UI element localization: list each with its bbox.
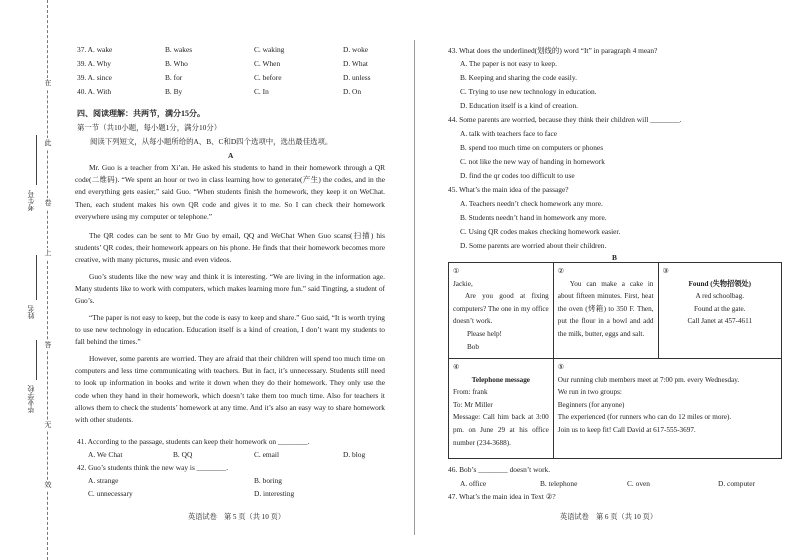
- field-line: [36, 135, 37, 185]
- option: C. before: [254, 73, 282, 82]
- option: 37. A. wake: [77, 45, 113, 54]
- option: D. computer: [718, 479, 755, 488]
- box-line: We run in two groups:: [557, 388, 622, 397]
- notice-box-5: [553, 359, 781, 459]
- option: D. On: [343, 87, 362, 96]
- option: B. By: [165, 87, 183, 96]
- option: B. Who: [165, 59, 188, 68]
- box-line: Jackie,: [453, 279, 473, 288]
- option: B. telephone: [540, 479, 578, 488]
- option: C. unnecessary: [88, 489, 133, 498]
- box-line: A red schoolbag.: [695, 292, 745, 301]
- question-45: 45. What’s the main idea of the passage?: [448, 185, 569, 194]
- page-footer: 英语试卷 第 5 页（共 10 页）: [188, 513, 286, 521]
- option: C. Using QR codes makes checking homework easier.: [460, 227, 621, 236]
- box-line: Our running club members meet at 7:00 pm. every Wednesday.: [557, 375, 740, 384]
- instruction: 阅读下列短文，从每小题所给的A、B、C和D四个选项中，选出最佳选项。: [90, 137, 333, 146]
- box-line: Beginners (for anyone): [557, 400, 625, 409]
- binding-char: 无: [44, 421, 52, 429]
- box-number: ③: [662, 267, 669, 275]
- option: C. oven: [627, 479, 650, 488]
- binding-char: 卷: [44, 199, 52, 207]
- option: 39. A. since: [77, 73, 112, 82]
- option: A. We Chat: [88, 450, 123, 459]
- page-footer: 英语试卷 第 6 页（共 10 页）: [560, 513, 658, 521]
- question-41: 41. According to the passage, students can keep their homework on ________.: [77, 437, 310, 446]
- box-line: Message: Call him back at 3:00 pm. on June 29 at his office number (234-3688).: [453, 413, 549, 447]
- paragraph: However, some parents are worried. They are afraid that their children will spend too much time on computers and less time communicating with teachers. But in fact, it’s unnecessary. Students still need to look up information in books and write it down when they do their homework. They only use the code when they hand in their homework, which doesn’t take them too much time. Also for teachers it allows them to check the students’ homework at any time. And it’s also an easy way to share homework with other students.: [75, 354, 385, 425]
- option: D. interesting: [254, 489, 295, 498]
- option: D. find the qr codes too difficult to use: [460, 171, 575, 180]
- option: A. Teachers needn’t check homework any more.: [460, 199, 603, 208]
- question-47: 47. What’s the main idea in Text ②?: [448, 492, 556, 501]
- option: D. Education itself is a kind of creation.: [460, 101, 579, 110]
- option: A. office: [460, 479, 487, 488]
- box-line: You can make a cake in about fifteen minutes. First, heat the oven (烤箱) to 350 F. Then, put the flour in a bowl and add the milk, butter, eggs and salt.: [557, 279, 654, 338]
- box-line: Bob: [467, 342, 479, 351]
- question-43: 43. What does the underlined(划线的) word “It” in paragraph 4 mean?: [448, 46, 658, 55]
- option: C. When: [254, 59, 281, 68]
- field-name: 姓名: [27, 305, 35, 319]
- option: B. boring: [254, 476, 282, 485]
- question-46: 46. Bob’s ________ doesn’t work.: [448, 465, 551, 474]
- box-line: Call Janet at 457-4611: [687, 317, 753, 326]
- page-divider: [414, 40, 415, 535]
- field-school: 毕业学校: [27, 385, 35, 413]
- box-number: ①: [453, 267, 460, 275]
- option: B. Keeping and sharing the code easily.: [460, 73, 577, 82]
- option: D. woke: [343, 45, 369, 54]
- notice-box-1: [449, 263, 554, 359]
- box-line: Found at the gate.: [694, 304, 746, 313]
- notice-box-4: [449, 359, 554, 459]
- box-title: Telephone message: [471, 375, 530, 384]
- binding-char: 此: [44, 139, 52, 147]
- binding-margin: [0, 0, 58, 560]
- box-line: Join us to keep fit! Call David at 617-555-3697.: [557, 425, 696, 434]
- box-line: Are you good at fixing computers? The one in my office doesn’t work.: [453, 292, 549, 326]
- paragraph: Guo’s students like the new way and think it is interesting. “We are living in the information age. Many students like to work with computers, which makes learning more fun.” said Tingting, a student of Guo’s.: [75, 272, 385, 306]
- question-44: 44. Some parents are worried, because they think their children will ________.: [448, 115, 682, 124]
- option: D. What: [343, 59, 368, 68]
- option: D. unless: [343, 73, 371, 82]
- field-line: [36, 255, 37, 300]
- sub-title: 第一节（共10小题，每小题1分，满分10分）: [77, 123, 222, 132]
- option: B. for: [165, 73, 183, 82]
- option: B. wakes: [165, 45, 193, 54]
- option: D. Some parents are worried about their children.: [460, 241, 607, 250]
- field-exam-number: 考生号: [27, 190, 35, 211]
- section-title: 四、阅读理解：共两节，满分15分。: [77, 109, 205, 118]
- option: B. QQ: [173, 450, 193, 459]
- passage-letter: A: [228, 151, 234, 160]
- field-line: [36, 340, 37, 380]
- option: B. Students needn’t hand in homework any more.: [460, 213, 607, 222]
- notice-table: [448, 262, 782, 459]
- option: C. Trying to use new technology in education.: [460, 87, 597, 96]
- box-number: ⑤: [557, 363, 565, 371]
- option: B. spend too much time on computers or phones: [460, 143, 604, 152]
- option: C. not like the new way of handing in homework: [460, 157, 605, 166]
- box-number: ④: [453, 363, 460, 371]
- option: 40. A. With: [77, 87, 112, 96]
- notice-box-3: [658, 263, 781, 359]
- paragraph: “The paper is not easy to keep, but the code is easy to keep and share.” Guo said, “It is worth trying to use new technology in education. Education itself is a kind of creation, I don’t want my students to fall behind the times.”: [75, 313, 385, 347]
- option: A. talk with teachers face to face: [460, 129, 558, 138]
- box-number: ②: [557, 267, 565, 275]
- box-title: Found (失物招领处): [688, 279, 752, 288]
- option: C. waking: [254, 45, 285, 54]
- notice-box-2: [553, 263, 658, 359]
- option: A. strange: [88, 476, 119, 485]
- option: C. In: [254, 87, 269, 96]
- box-line: The experienced (for runners who can do 12 miles or more).: [557, 413, 732, 422]
- question-42: 42. Guo’s students think the new way is ________.: [77, 463, 229, 472]
- box-line: Please help!: [467, 329, 502, 338]
- paragraph: Mr. Guo is a teacher from Xi’an. He asked his students to hand in their homework through a QR code(二维码). “We spent an hour or two in class learning how to generate(产生) the codes, and in the end everything gets easier,” said Guo. “When students finish the homework, they keep it on WeChat. Then, each student makes his own QR code and gives it to me. So I can check their homework everywhere using my computer or telephone.”: [75, 163, 385, 221]
- box-line: To: Mr Miller: [453, 400, 493, 409]
- binding-char: 上: [44, 249, 52, 257]
- binding-char: 答: [44, 341, 52, 349]
- binding-char: 在: [44, 79, 52, 87]
- box-line: From: frank: [453, 388, 488, 397]
- option: D. blog: [343, 450, 366, 459]
- option: 39. A. Why: [77, 59, 111, 68]
- paragraph: The QR codes can be sent to Mr Guo by email, QQ and WeChat When Guo scans(扫描) his students’ QR codes, their homework appears on his phone. He finds that their homework becomes more creative, with many pictures, music and even videos.: [75, 231, 385, 265]
- passage-letter: B: [612, 253, 617, 262]
- option: A. The paper is not easy to keep.: [460, 59, 557, 68]
- binding-char: 效: [44, 481, 52, 489]
- option: C. email: [254, 450, 280, 459]
